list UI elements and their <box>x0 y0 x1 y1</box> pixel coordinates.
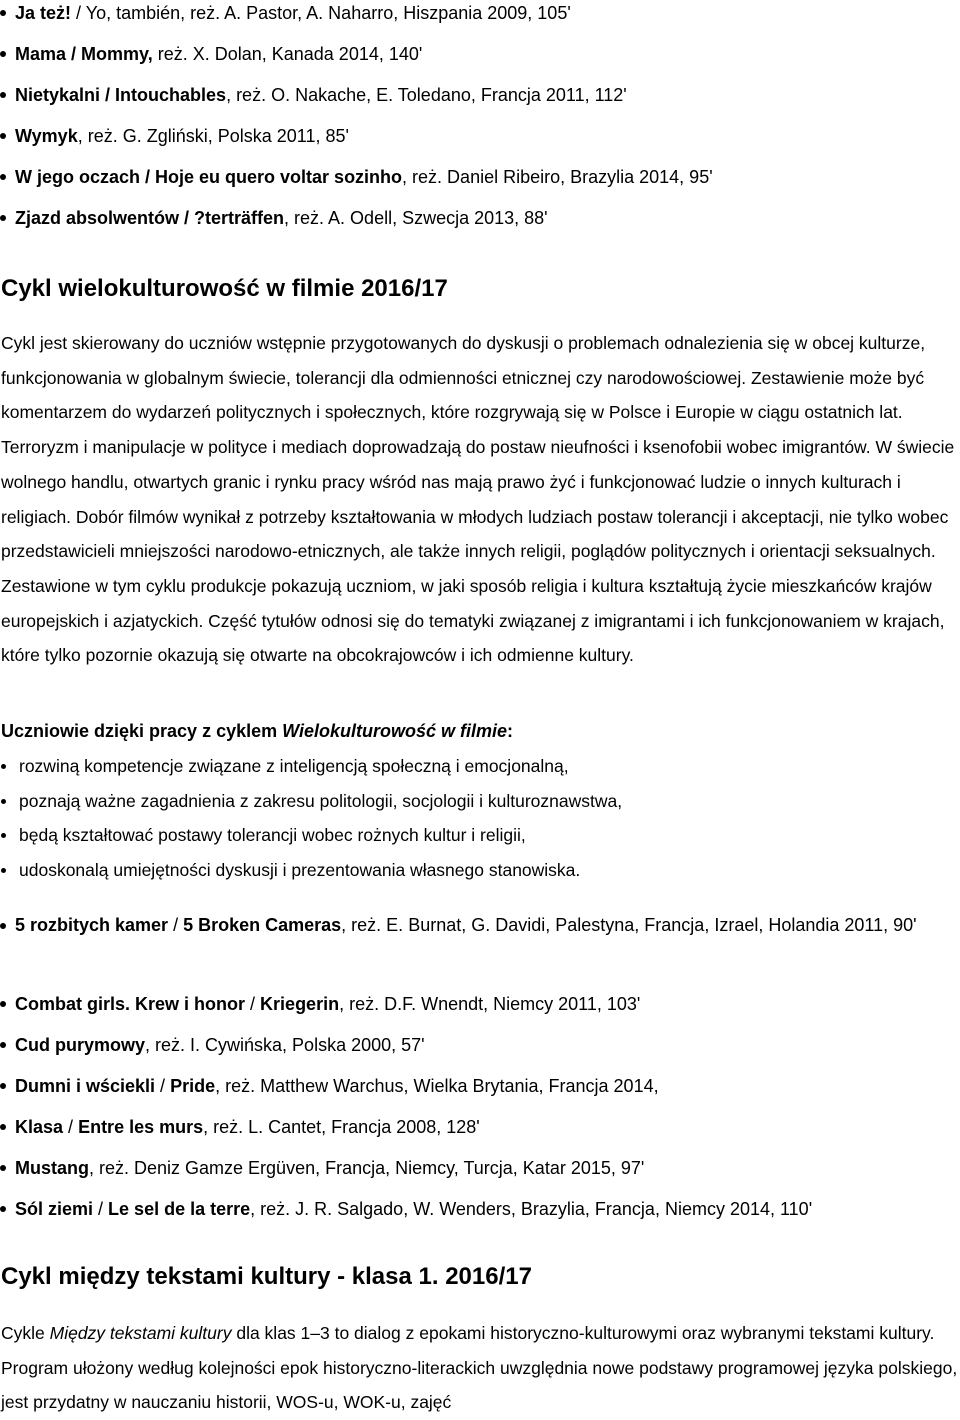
list-item <box>0 1151 960 1192</box>
cycle2-title: Cykl między tekstami kultury - klasa 1. 2016/17 <box>1 1263 532 1290</box>
film-title-part: 5 rozbitych kamer <box>15 915 169 935</box>
bullet-icon <box>0 133 6 139</box>
cycle1-title: Cykl wielokulturowość w filmie 2016/17 <box>1 275 448 302</box>
film-2 <box>15 85 627 105</box>
film-title-part: Sól ziemi <box>15 1199 94 1219</box>
film-1 <box>15 994 640 1014</box>
list-item <box>0 853 958 888</box>
list-item <box>0 0 960 37</box>
goals-intro-italic: Wielokulturowość w filmie <box>282 721 507 741</box>
list-item <box>0 78 960 119</box>
bullet-icon <box>1 868 6 873</box>
bullet-icon <box>0 1001 6 1007</box>
cycle2-prefix: Cykle <box>1 1323 50 1343</box>
cycle2-italic: Między tekstami kultury <box>49 1323 232 1343</box>
goal-text: poznają ważne zagadnienia z zakresu politologii, socjologii i kulturoznawstwa, <box>19 790 623 811</box>
film-details-part: / <box>155 1076 171 1096</box>
film-details-part: , reż. Daniel Ribeiro, Brazylia 2014, 95' <box>402 167 713 187</box>
film-details-part: , reż. Matthew Warchus, Wielka Brytania, Francja 2014, <box>215 1076 659 1096</box>
list-item <box>0 119 960 160</box>
cycle1-goals-intro <box>0 714 959 748</box>
film-details-part: , reż. I. Cywińska, Polska 2000, 57' <box>145 1035 425 1055</box>
list-item <box>0 818 958 853</box>
bullet-icon <box>0 92 6 98</box>
film-title-part: W jego oczach / Hoje eu quero voltar sozinho <box>15 167 403 187</box>
list-item <box>0 160 960 201</box>
list-item <box>0 1069 960 1110</box>
bullet-icon <box>0 51 6 57</box>
goals-intro-suffix: : <box>507 721 513 741</box>
cycle2-paragraph <box>0 1316 959 1420</box>
bullet-icon <box>1 799 6 804</box>
film-3 <box>15 126 349 146</box>
bullet-icon <box>0 1206 6 1212</box>
film-details-part: / <box>63 1117 79 1137</box>
list-item <box>0 909 960 987</box>
list-item <box>0 749 958 784</box>
film-details-part: / Yo, también, reż. A. Pastor, A. Naharro, Hiszpania 2009, 105' <box>71 3 571 23</box>
bullet-icon <box>1 833 6 838</box>
goal-text: udoskonalą umiejętności dyskusji i prezentowania własnego stanowiska. <box>19 860 581 881</box>
film-title-part: 5 Broken Cameras <box>183 915 342 935</box>
cycle2-rest: dla klas 1–3 to dialog z epokami historyczno-kulturowymi oraz wybranymi tekstami kultury. Program ułożony według kolejności epok historyczno-literackich uwzględnia nowe podstawy programowej języka polskiego, jest przydatny w nauczaniu historii, WOS-u, WOK-u, zajęć <box>1 1323 958 1413</box>
bullet-icon <box>0 923 6 929</box>
list-item <box>0 1110 960 1151</box>
goals-intro-prefix: Uczniowie dzięki pracy z cyklem <box>1 721 283 741</box>
list-item <box>0 1028 960 1069</box>
film-details-part: , reż. G. Zgliński, Polska 2011, 85' <box>77 126 349 146</box>
film-details-part: , reż. J. R. Salgado, W. Wenders, Brazylia, Francja, Niemcy 2014, 110' <box>250 1199 813 1219</box>
cycle1-paragraph: Cykl jest skierowany do uczniów wstępnie przygotowanych do dyskusji o problemach odnalezienia się w obcej kulturze, funkcjonowania w globalnym świecie, tolerancji dla odmienności etnicznej czy narodowościowej. Zestawienie może być komentarzem do wydarzeń politycznych i społecznych, które rozgrywają się w Polsce i Europie w ciągu ostatnich lat. Terroryzm i manipulacje w polityce i mediach doprowadzają do postaw nieufności i ksenofobii wobec imigrantów. W świecie wolnego handlu, otwartych granic i rynku pracy wśród nas mają prawo żyć i funkcjonować ludzie o innych kulturach i religiach. Dobór filmów wynikał z potrzeby kształtowania w młodych ludziach postaw tolerancji i akceptacji, nie tylko wobec przedstawicieli mniejszości narodowo-etnicznych, ale także innych religii, poglądów politycznych i orientacji seksualnych. Zestawione w tym cyklu produkcje pokazują uczniom, w jaki sposób religia i kultura kształtują życie mieszkańców krajów europejskich i azjatyckich. Część tytułów odnosi się do tematyki związanej z imigrantami i ich funkcjonowaniem w krajach, które tylko pozornie okazują się otwarte na obcokrajowców i ich odmienne kultury. <box>1 333 955 666</box>
bullet-icon <box>0 174 6 180</box>
film-4 <box>15 167 713 187</box>
film-title-part: Combat girls. Krew i honor <box>15 994 246 1014</box>
film-title-part: Le sel de la terre <box>108 1199 251 1219</box>
bullet-icon <box>1 764 6 769</box>
film-details-part: , reż. O. Nakache, E. Toledano, Francja 2011, 112' <box>226 85 627 105</box>
goal-text: rozwiną kompetencje związane z inteligencją społeczną i emocjonalną, <box>19 756 569 776</box>
film-title-part: Pride <box>170 1076 216 1096</box>
film-title-part: Entre les murs <box>78 1117 204 1137</box>
film-details-part: , reż. A. Odell, Szwecja 2013, 88' <box>284 208 548 228</box>
bullet-icon <box>0 1083 6 1089</box>
film-title-part: Mama / Mommy, <box>15 44 153 64</box>
bullet-icon <box>0 215 6 221</box>
film-title-part: Kriegerin <box>260 994 340 1014</box>
film-details-part: , reż. E. Burnat, G. Davidi, Palestyna, Francja, Izrael, Holandia 2011, 90' <box>341 915 917 935</box>
film-title-part: Klasa <box>15 1117 64 1137</box>
bullet-icon <box>0 1124 6 1130</box>
film-details-part: / <box>245 994 261 1014</box>
list-item <box>0 37 960 78</box>
film-list-top <box>0 0 960 242</box>
film-5 <box>15 208 548 228</box>
film-title-part: Cud purymowy <box>15 1035 146 1055</box>
goal-text: będą kształtować postawy tolerancji wobec rożnych kultur i religii, <box>19 825 526 846</box>
film-details-part: , reż. Deniz Gamze Ergüven, Francja, Niemcy, Turcja, Katar 2015, 97' <box>89 1158 645 1178</box>
film-title-part: Ja też! <box>15 3 72 23</box>
list-item <box>0 1192 960 1233</box>
film-title-part: Dumni i wściekli <box>15 1076 156 1096</box>
film-title-part: Nietykalni / Intouchables <box>15 85 227 105</box>
film-details-part: reż. X. Dolan, Kanada 2014, 140' <box>152 44 423 64</box>
film-6 <box>15 1199 812 1219</box>
list-item <box>0 201 960 242</box>
film-0 <box>15 915 917 935</box>
film-details-part: / <box>93 1199 109 1219</box>
film-details-part: / <box>168 915 184 935</box>
film-list-bottom <box>0 909 960 1233</box>
list-item <box>0 987 960 1028</box>
list-item <box>0 784 958 819</box>
film-title-part: Zjazd absolwentów / ?terträffen <box>15 208 285 228</box>
film-details-part: , reż. D.F. Wnendt, Niemcy 2011, 103' <box>339 994 641 1014</box>
film-title-part: Wymyk <box>15 126 78 146</box>
film-3 <box>15 1076 659 1096</box>
bullet-icon <box>0 1165 6 1171</box>
bullet-icon <box>0 1042 6 1048</box>
film-4 <box>15 1117 480 1137</box>
bullet-icon <box>0 10 6 16</box>
film-2 <box>15 1035 425 1055</box>
film-1 <box>15 44 422 64</box>
film-0 <box>15 3 571 23</box>
film-details-part: , reż. L. Cantet, Francja 2008, 128' <box>203 1117 480 1137</box>
goals-list <box>0 749 958 888</box>
film-title-part: Mustang <box>15 1158 89 1178</box>
film-5 <box>15 1158 644 1178</box>
